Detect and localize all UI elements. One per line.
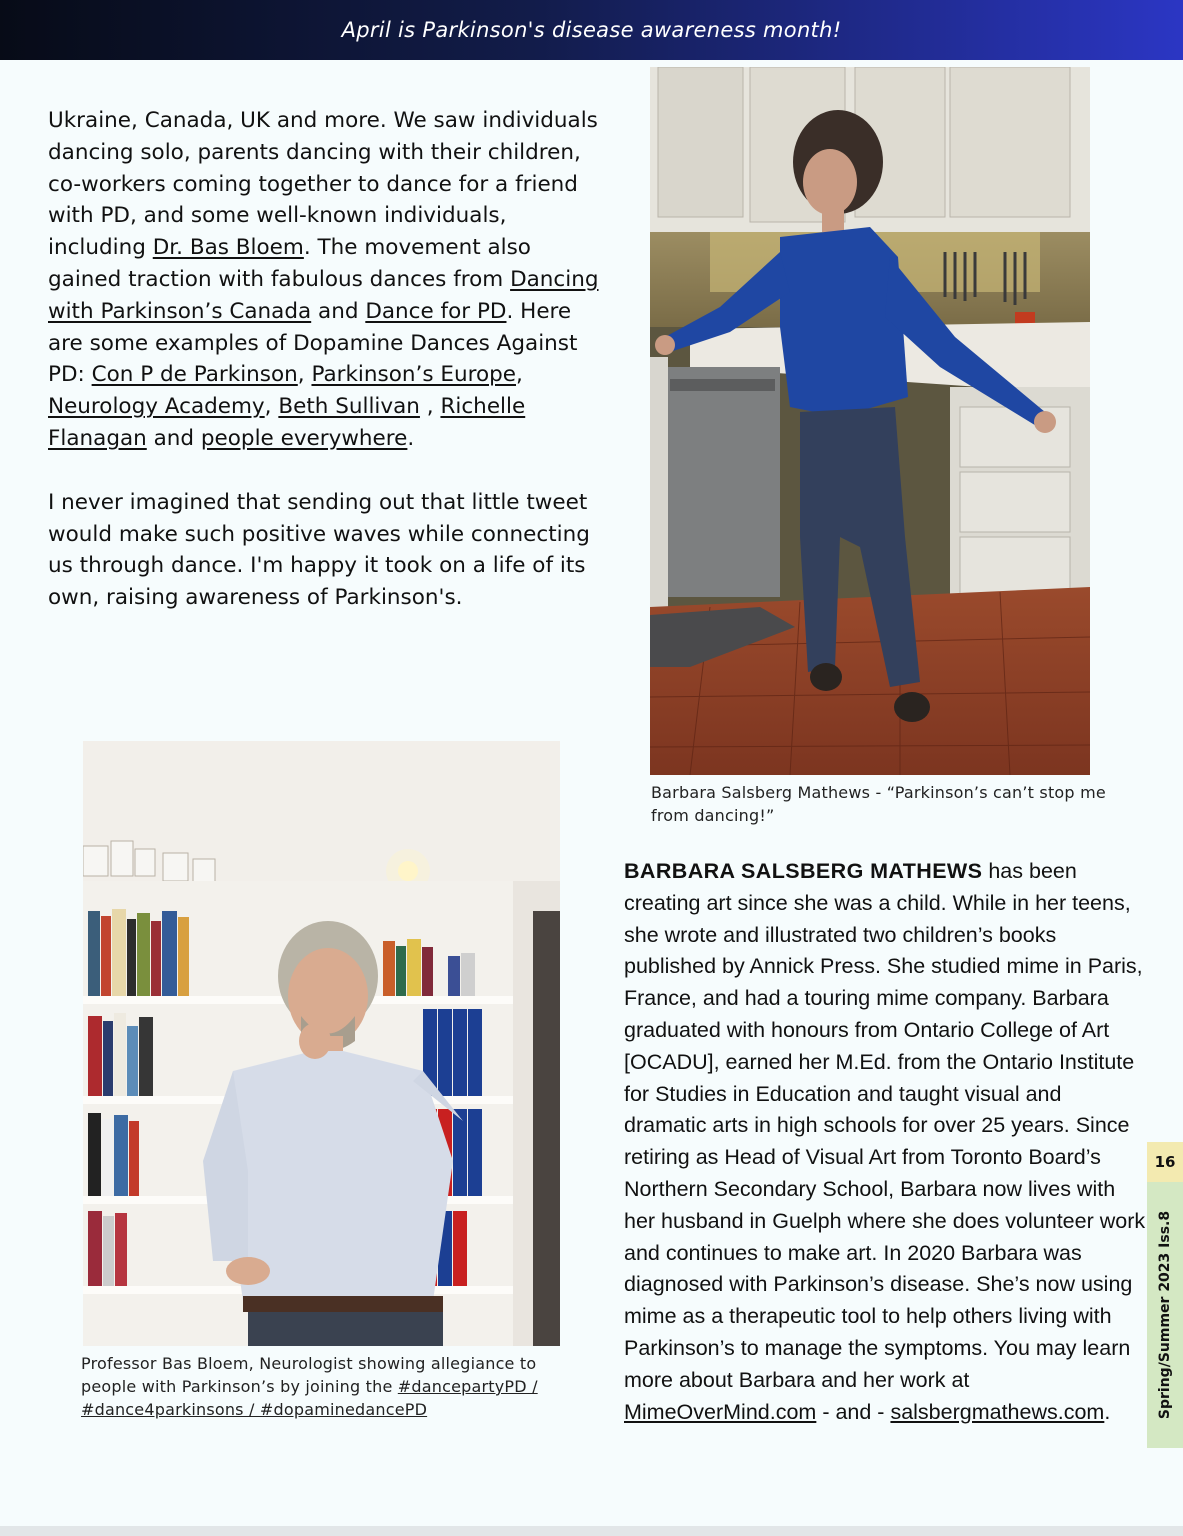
banner-title: April is Parkinson's disease awareness month!: [341, 18, 842, 42]
link-neurology-academy[interactable]: Neurology Academy: [48, 394, 265, 420]
link-people-everywhere[interactable]: people everywhere: [200, 425, 408, 451]
text-run: and: [146, 425, 201, 451]
link-salsbergmathews[interactable]: salsbergmathews.com: [890, 1399, 1105, 1424]
link-bas-bloem[interactable]: Dr. Bas Bloem: [152, 235, 304, 261]
photo-barbara-dancing: [650, 67, 1090, 775]
text-run: Ukraine, Canada, UK and more. We saw individuals dancing solo, parents dancing with their children, co-workers coming together to dance for a friend with PD, and some well-known individuals, including: [48, 108, 598, 261]
link-con-p-de-parkinson[interactable]: Con P de Parkinson: [91, 362, 298, 388]
text-run: ,: [264, 394, 279, 420]
caption-barbara: Barbara Salsberg Mathews - “Parkinson’s can’t stop me from dancing!”: [651, 783, 1106, 825]
article-paragraph-1: [48, 105, 608, 455]
bio-text: has been creating art since she was a child. While in her teens, she wrote and illustrated two children’s books published by Annick Press. She studied mime in Paris, France, and had a touring mime company. Barbara graduated with honours from Ontario College of Art [OCADU], earned her M.Ed. from the Ontario Institute for Studies in Education and taught visual and dramatic arts in high schools for over 25 years. Since retiring as Head of Visual Art from Toronto Board’s Northern Secondary School, Barbara now lives with her husband in Guelph where she does volunteer work and continues to make art. In 2020 Barbara was diagnosed with Parkinson’s disease. She’s now using mime as a therapeutic tool to help others living with Parkinson’s to manage the symptoms. You may learn more about Barbara and her work at: [624, 859, 1146, 1392]
left-article-column: [48, 105, 608, 646]
link-dancing-with-parkinsons-canada[interactable]: Dancing with Parkinson’s Canada: [48, 266, 599, 324]
page-number: 16: [1147, 1142, 1183, 1182]
bio-text-end: .: [1104, 1399, 1111, 1424]
header-banner: [0, 0, 1183, 60]
text-run: ,: [516, 362, 523, 388]
link-parkinsons-europe[interactable]: Parkinson’s Europe: [311, 362, 516, 388]
caption-bas-bloem: [81, 1352, 561, 1421]
bio-text-mid: - and -: [816, 1399, 891, 1424]
link-mimeovermind[interactable]: MimeOverMind.com: [624, 1399, 817, 1424]
caption-text: Professor Bas Bloem, Neurologist showing allegiance to people with Parkinson’s by joining the: [81, 1354, 537, 1396]
link-richelle-flanagan[interactable]: Richelle Flanagan: [48, 394, 526, 451]
text-run: and: [311, 298, 366, 324]
text-run: . Here are some examples of Dopamine Dances Against PD:: [48, 298, 578, 388]
text-run: ,: [297, 362, 312, 388]
author-bio: [624, 856, 1149, 1428]
issue-label: Spring/Summer 2023 Iss.8: [1157, 1210, 1173, 1420]
issue-label-container: [1147, 1182, 1183, 1448]
bottom-divider: [0, 1526, 1183, 1536]
text-run: ,: [419, 394, 441, 420]
link-dance-for-pd[interactable]: Dance for PD: [365, 298, 507, 324]
link-beth-sullivan[interactable]: Beth Sullivan: [278, 394, 420, 420]
photo-bas-bloem: [83, 741, 560, 1346]
author-name: BARBARA SALSBERG MATHEWS: [624, 859, 983, 883]
article-paragraph-2: I never imagined that sending out that little tweet would make such positive waves while connecting us through dance. I'm happy it took on a life of its own, raising awareness of Parkinson's.: [48, 489, 590, 611]
text-run: .: [407, 425, 415, 451]
hashtag-links[interactable]: #dancepartyPD / #dance4parkinsons / #dopaminedancePD: [81, 1377, 538, 1419]
text-run: . The movement also gained traction with fabulous dances from: [48, 235, 531, 292]
